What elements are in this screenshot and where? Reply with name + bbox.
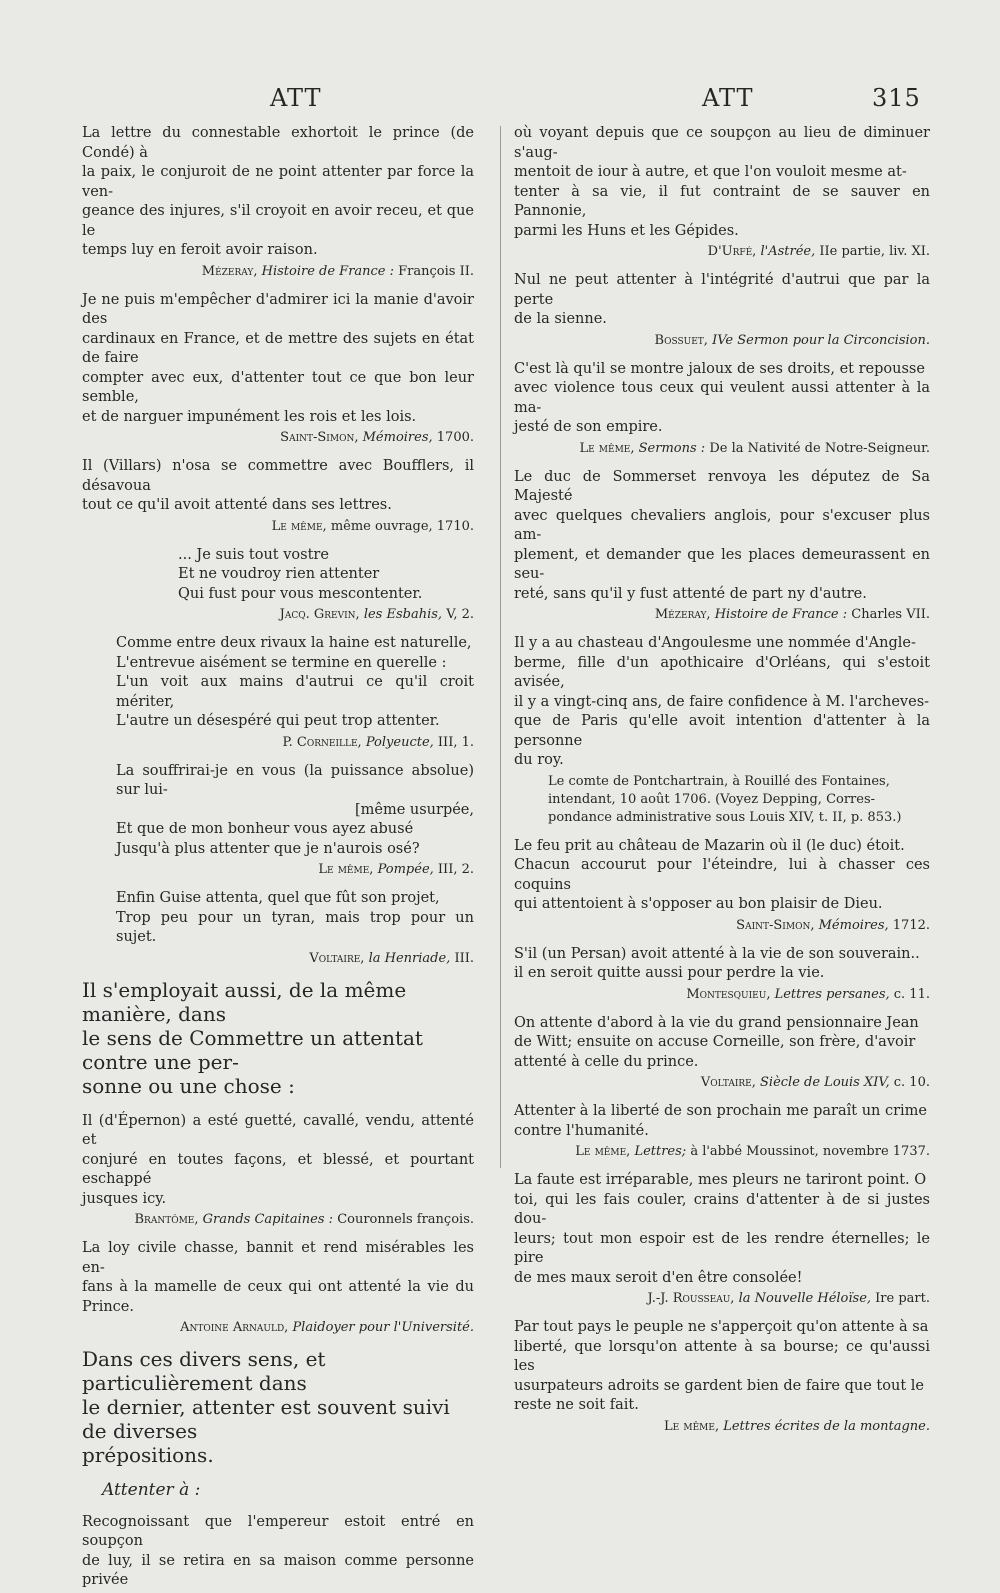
cite-work: la Nouvelle Héloïse,	[738, 1291, 872, 1306]
quote-line: Nul ne peut attenter à l'intégrité d'autrui que par la perte	[514, 272, 930, 308]
cite-author: Mézeray,	[201, 263, 258, 279]
quotation	[82, 124, 474, 261]
quote-line: de luy, il se retira en sa maison comme personne privée	[82, 1552, 474, 1588]
verse-line: La souffrirai-je en vous (la puissance absolue) sur lui-	[116, 762, 474, 798]
cite-ref: 1700.	[436, 430, 474, 445]
cite-work: l'Astrée,	[760, 244, 816, 259]
cite-ref: à l'abbé Moussinot, novembre 1737.	[690, 1144, 930, 1159]
quotation	[514, 468, 930, 605]
quote-line: conjuré en toutes façons, et blessé, et pourtant eschappé	[82, 1151, 474, 1187]
verse-line: L'autre un désespéré qui peut trop attenter.	[116, 713, 440, 729]
quote-line: il en seroit quitte aussi pour perdre la vie.	[514, 965, 825, 981]
citation	[514, 1143, 930, 1161]
cite-ref: Ire part.	[875, 1291, 930, 1306]
quote-line: Je ne puis m'empêcher d'admirer ici la manie d'avoir des	[82, 291, 474, 327]
quote-line: toi, qui les fais couler, crains d'attenter à de si justes dou-	[514, 1191, 930, 1227]
quote-line: berme, fille d'un apothicaire d'Orléans, qui s'estoit avisée,	[514, 654, 930, 690]
quotation	[514, 1318, 930, 1416]
citation	[514, 917, 930, 935]
quote-line: tenter à sa vie, il fut contraint de se sauver en Pannonie,	[514, 183, 930, 219]
cite-ref: III.	[454, 950, 474, 966]
citation	[514, 440, 930, 458]
running-head-left: ATT	[270, 84, 322, 112]
citation	[514, 773, 930, 827]
quote-line: Attenter à la liberté de son prochain me paraît un crime	[514, 1103, 928, 1119]
cite-ref: III, 2.	[437, 862, 474, 877]
citation	[82, 1211, 474, 1229]
quote-line: reste ne soit fait.	[514, 1397, 639, 1413]
note-line: prépositions.	[82, 1443, 214, 1467]
cite-ref: François II.	[398, 263, 474, 279]
quote-line: contre l'humanité.	[514, 1122, 649, 1139]
quote-line: compter avec eux, d'attenter tout ce que bon leur semble,	[82, 369, 474, 405]
quote-line: usurpateurs adroits se gardent bien de faire que tout le	[514, 1377, 924, 1394]
cite-line: pondance administrative sous Louis XIV, t. II, p. 853.)	[548, 809, 902, 825]
verse-line: Jusqu'à plus attenter que je n'aurois osé?	[116, 840, 420, 857]
editorial-note	[82, 978, 474, 1098]
left-column	[82, 124, 474, 1593]
cite-ref: Couronnels françois.	[337, 1212, 474, 1227]
cite-work: Lettres;	[634, 1144, 687, 1159]
quote-line: parmi les Huns et les Gépides.	[514, 222, 739, 239]
quotation	[514, 1171, 930, 1288]
quote-line: plement, et demander que les places demeurassent en seu-	[514, 546, 930, 582]
quote-line: qui attentoient à s'opposer au bon plaisir de Dieu.	[514, 896, 883, 912]
citation	[514, 1418, 930, 1436]
quote-line: que de Paris qu'elle avoit intention d'attenter à la personne	[514, 713, 930, 749]
quote-line: Le duc de Sommerset renvoya les députez de Sa Majesté	[514, 468, 930, 504]
cite-work: Polyeucte,	[365, 734, 434, 750]
cite-ref: IIe partie, liv. XI.	[819, 244, 930, 259]
quotation	[514, 271, 930, 330]
citation	[514, 1290, 930, 1308]
quote-line: Il y a au chasteau d'Angoulesme une nommée d'Angle-	[514, 635, 916, 651]
verse-line: L'un voit aux mains d'autrui ce qu'il croit mériter,	[116, 674, 474, 710]
quote-line: tout ce qu'il avoit attenté dans ses lettres.	[82, 497, 392, 513]
quote-line: mentoit de iour à autre, et que l'on vouloit mesme at-	[514, 164, 907, 180]
cite-author: Bossuet,	[654, 332, 708, 348]
note-line: sonne ou une chose :	[82, 1073, 295, 1098]
cite-author: Voltaire,	[309, 950, 365, 966]
quotation	[514, 945, 930, 984]
sub-heading: Attenter à :	[102, 1480, 201, 1500]
cite-work: les Esbahis,	[363, 607, 443, 622]
note-line: le sens de Commettre un attentat contre une per-	[82, 1025, 423, 1074]
cite-author: Le même,	[318, 862, 374, 877]
cite-work: Mémoires,	[362, 430, 433, 445]
quote-line: C'est là qu'il se montre jaloux de ses droits, et repousse	[514, 360, 925, 377]
editorial-note	[82, 1347, 474, 1467]
quote-line: de la sienne.	[514, 311, 607, 327]
note-line: le dernier, attenter est souvent suivi de diverses	[82, 1395, 450, 1443]
quote-line: On attente d'abord à la vie du grand pensionnaire Jean	[514, 1014, 919, 1031]
cite-work: Histoire de France :	[714, 607, 848, 622]
cite-author: Montesquieu,	[686, 986, 771, 1002]
verse-line: Comme entre deux rivaux la haine est naturelle,	[116, 635, 472, 651]
cite-ref: III, 1.	[437, 734, 474, 750]
cite-work: Grands Capitaines :	[202, 1212, 334, 1227]
quote-line: reté, sans qu'il y fust attenté de part ny d'autre.	[514, 585, 867, 602]
cite-ref: c. 11.	[893, 986, 930, 1002]
quote-line: Recognoissant que l'empereur estoit entré en soupçon	[82, 1513, 474, 1549]
quotation	[82, 291, 474, 428]
quote-line: jesté de son empire.	[514, 419, 663, 435]
verse-line: Et que de mon bonheur vous ayez abusé	[116, 821, 414, 837]
right-column	[514, 124, 930, 1446]
quotation	[82, 1513, 474, 1591]
cite-author: P. Corneille,	[282, 734, 362, 750]
citation	[514, 986, 930, 1004]
quote-line: où voyant depuis que ce soupçon au lieu de diminuer s'aug-	[514, 125, 930, 161]
citation	[514, 606, 930, 624]
cite-ref: même ouvrage, 1710.	[330, 518, 474, 534]
citation	[514, 1074, 930, 1092]
verse-line: L'entrevue aisément se termine en querelle :	[116, 654, 447, 671]
cite-author: Voltaire,	[700, 1075, 756, 1090]
running-head-right: ATT	[702, 84, 754, 112]
quote-line: Il (d'Épernon) a esté guetté, cavallé, vendu, attenté et	[82, 1112, 474, 1148]
cite-author: Brantôme,	[134, 1212, 199, 1227]
quote-line: temps luy en feroit avoir raison.	[82, 242, 318, 258]
quotation	[514, 1102, 930, 1141]
quote-line: avec violence tous ceux qui veulent aussi attenter à la ma-	[514, 380, 930, 416]
quote-line: il y a vingt-cinq ans, de faire confidence à M. l'archeves-	[514, 693, 930, 710]
quote-line: de mes maux seroit d'en être consolée!	[514, 1269, 803, 1286]
cite-work: Mémoires,	[818, 917, 889, 933]
citation	[82, 950, 474, 968]
cite-line: intendant, 10 août 1706. (Voyez Depping, Corres-	[548, 791, 876, 807]
quote-line: et de narguer impunément les rois et les lois.	[82, 408, 417, 425]
citation	[82, 861, 474, 879]
quote-line: cardinaux en France, et de mettre des sujets en état de faire	[82, 330, 474, 366]
quote-line: leurs; tout mon espoir est de les rendre éternelles; le pire	[514, 1230, 930, 1266]
cite-line: Le comte de Pontchartrain, à Rouillé des Fontaines,	[548, 773, 890, 789]
verse-quotation	[116, 634, 474, 732]
citation	[82, 606, 474, 624]
quote-line: geance des injures, s'il croyoit en avoir receu, et que le	[82, 203, 474, 239]
citation	[514, 243, 930, 261]
quotation	[82, 1112, 474, 1210]
citation	[82, 1319, 474, 1337]
verse-quotation	[116, 889, 474, 948]
quote-line: Le feu prit au château de Mazarin où il (le duc) étoit.	[514, 837, 905, 854]
quote-line: jusques icy.	[82, 1190, 167, 1207]
quotation	[514, 634, 930, 771]
cite-work: IVe Sermon pour la Circoncision.	[712, 332, 930, 348]
cite-work: Pompée,	[377, 862, 434, 877]
quote-line: La lettre du connestable exhortoit le prince (de Condé) à	[82, 125, 474, 161]
verse-line: Et ne voudroy rien attenter	[178, 566, 380, 582]
verse-line: Qui fust pour vous mescontenter.	[178, 585, 423, 602]
cite-author: Saint-Simon,	[736, 917, 815, 933]
cite-ref: De la Nativité de Notre-Seigneur.	[709, 440, 930, 456]
cite-work: Lettres écrites de la montagne.	[723, 1418, 930, 1434]
quote-line: Il (Villars) n'osa se commettre avec Boufflers, il désavoua	[82, 458, 474, 494]
cite-author: Le même,	[664, 1418, 720, 1434]
citation	[82, 263, 474, 281]
quote-line: S'il (un Persan) avoit attenté à la vie de son souverain..	[514, 945, 920, 962]
cite-ref: 1712.	[892, 917, 930, 933]
cite-author: D'Urfé,	[707, 244, 757, 259]
quotation	[82, 1239, 474, 1317]
cite-author: Jacq. Grevin,	[279, 607, 360, 622]
quote-line: la paix, le conjuroit de ne point attenter par force la ven-	[82, 164, 474, 200]
quotation	[514, 1014, 930, 1073]
verse-quotation	[178, 546, 474, 605]
cite-work: Lettres persanes,	[774, 986, 890, 1002]
verse-line: Trop peu pour un tyran, mais trop pour un sujet.	[116, 909, 474, 945]
citation	[82, 429, 474, 447]
cite-author: Mézeray,	[654, 607, 711, 622]
quote-line: Par tout pays le peuple ne s'apperçoit qu'on attente à sa	[514, 1319, 929, 1335]
cite-work: Histoire de France :	[261, 263, 395, 279]
verse-line: [même usurpée,	[354, 801, 474, 818]
quote-line: La faute est irréparable, mes pleurs ne tariront point. O	[514, 1172, 927, 1188]
quote-line: attenté à celle du prince.	[514, 1053, 699, 1070]
quotation	[514, 360, 930, 438]
cite-work: Siècle de Louis XIV,	[760, 1075, 890, 1090]
citation	[514, 332, 930, 350]
cite-work: Plaidoyer pour l'Université.	[292, 1320, 474, 1335]
verse-line: ... Je suis tout vostre	[178, 546, 329, 563]
note-line: Dans ces divers sens, et particulièrement dans	[82, 1347, 326, 1395]
quotation	[514, 124, 930, 241]
cite-work: la Henriade,	[368, 950, 451, 966]
quote-line: du roy.	[514, 752, 564, 768]
verse-quotation	[116, 762, 474, 860]
cite-author: Le même,	[579, 440, 635, 456]
quote-line: La loy civile chasse, bannit et rend misérables les en-	[82, 1240, 474, 1276]
cite-work: Sermons :	[638, 440, 706, 456]
cite-author: J.-J. Rousseau,	[647, 1291, 735, 1306]
citation	[82, 518, 474, 536]
page-number: 315	[872, 84, 921, 112]
cite-author: Le même,	[575, 1144, 631, 1159]
quotation	[82, 457, 474, 516]
verse-line: Enfin Guise attenta, quel que fût son projet,	[116, 890, 440, 906]
cite-author: Le même,	[271, 518, 327, 534]
cite-ref: V, 2.	[446, 607, 474, 622]
column-divider	[500, 126, 501, 1168]
cite-author: Antoine Arnauld,	[180, 1320, 289, 1335]
cite-ref: c. 10.	[893, 1075, 930, 1090]
quote-line: liberté, que lorsqu'on attente à sa bourse; ce qu'aussi les	[514, 1338, 930, 1374]
cite-author: Saint-Simon,	[280, 430, 359, 445]
quote-line: Chacun accourut pour l'éteindre, lui à chasser ces coquins	[514, 857, 930, 893]
citation	[82, 734, 474, 752]
quote-line: fans à la mamelle de ceux qui ont attenté la vie du Prince.	[82, 1279, 474, 1315]
note-line: Il s'employait aussi, de la même manière, dans	[82, 977, 407, 1026]
quotation	[514, 837, 930, 915]
cite-ref: Charles VII.	[851, 607, 930, 622]
quote-line: de Witt; ensuite on accuse Corneille, son frère, d'avoir	[514, 1034, 916, 1050]
quote-line: avec quelques chevaliers anglois, pour s'excuser plus am-	[514, 507, 930, 543]
